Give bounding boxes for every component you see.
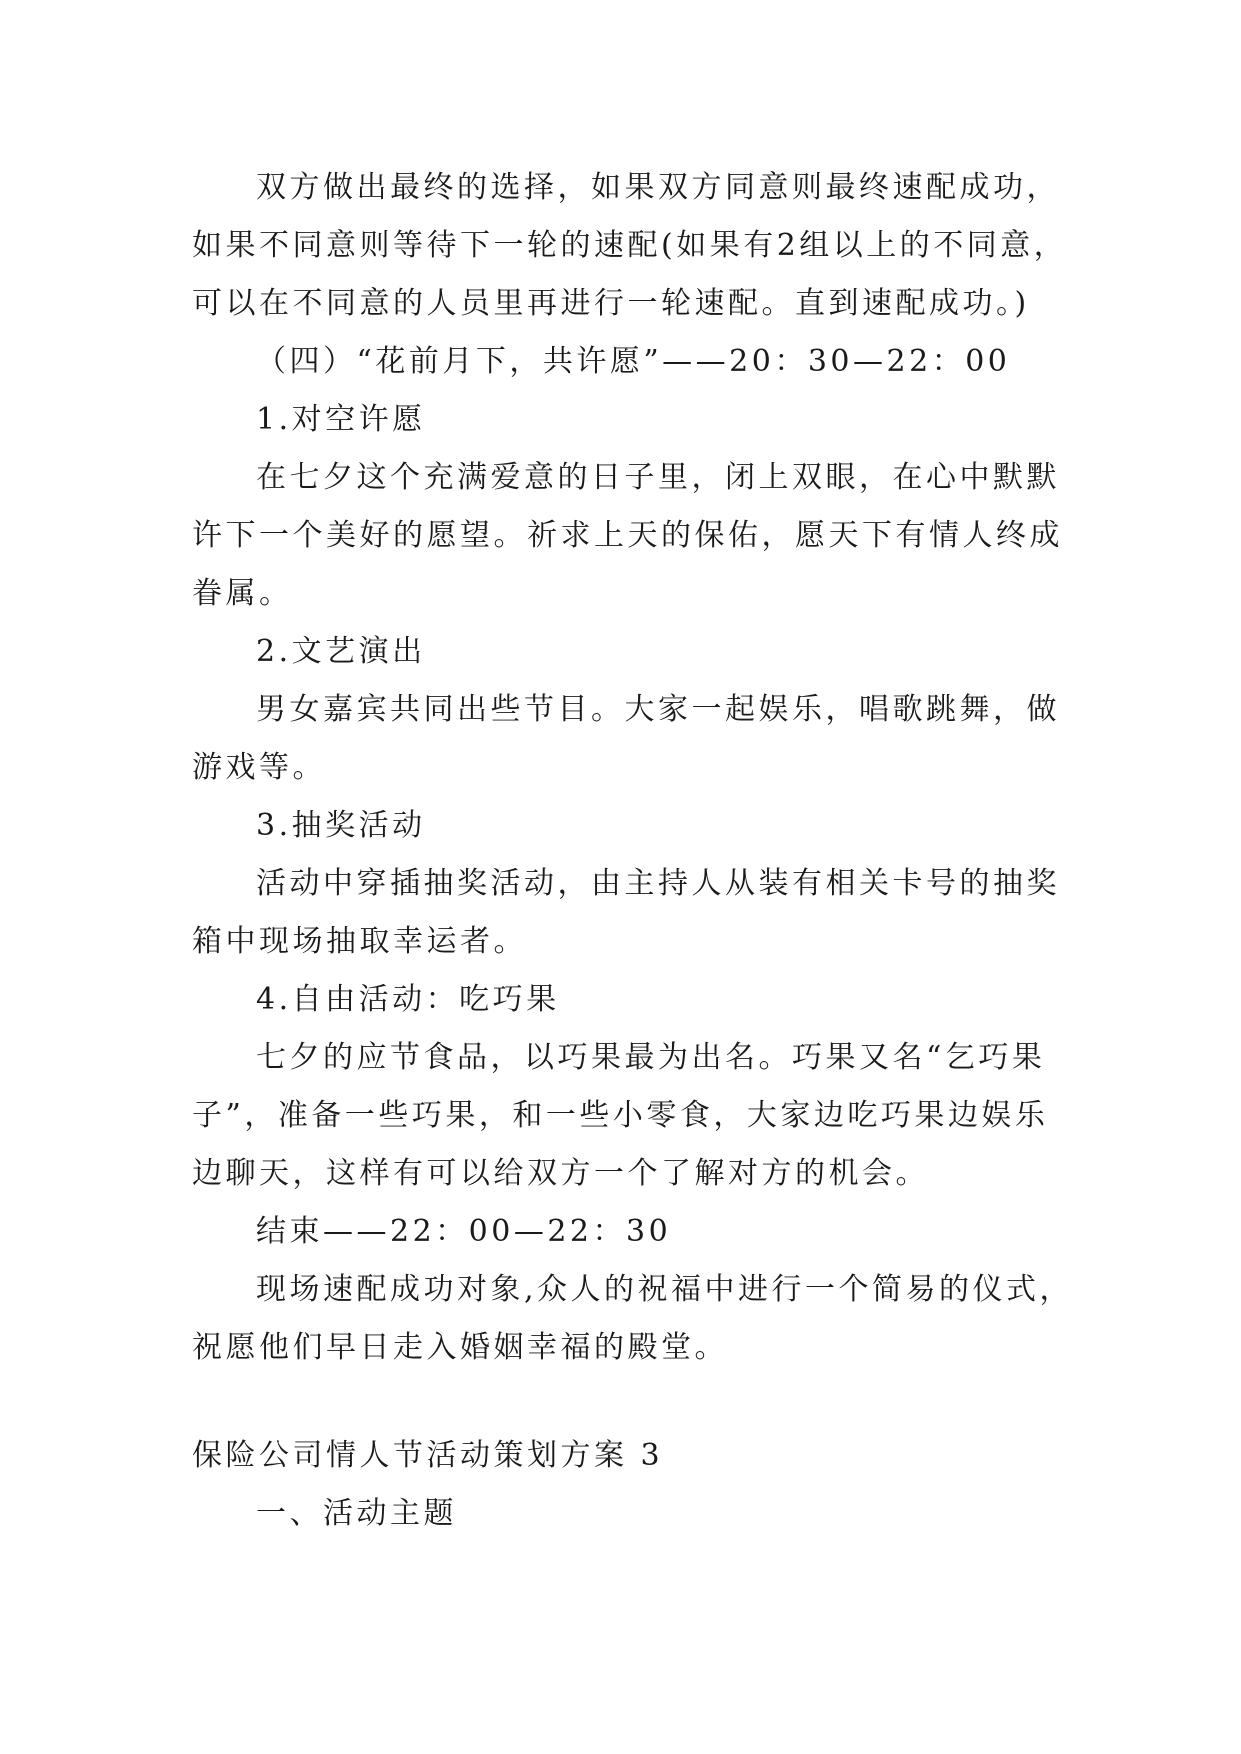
item-heading: 4.自由活动：吃巧果: [256, 982, 560, 1017]
paragraph-line: 祝愿他们早日走入婚姻幸福的殿堂。: [192, 1330, 728, 1365]
paragraph-line: 眷属。: [192, 576, 293, 611]
section-heading: 一、活动主题: [256, 1496, 457, 1531]
paragraph-line: 在七夕这个充满爱意的日子里，闭上双眼，在心中默默: [256, 460, 1060, 495]
item-heading: 2.文艺演出: [256, 634, 426, 669]
paragraph-line: 可以在不同意的人员里再进行一轮速配。直到速配成功。): [192, 286, 1030, 321]
paragraph-line: 七夕的应节食品，以巧果最为出名。巧果又名“乞巧果: [256, 1040, 1046, 1075]
item-heading: 1.对空许愿: [256, 402, 426, 437]
paragraph-line: 许下一个美好的愿望。祈求上天的保佑，愿天下有情人终成: [192, 518, 1063, 553]
paragraph-line: 游戏等。: [192, 750, 326, 785]
paragraph-line: 男女嘉宾共同出些节目。大家一起娱乐，唱歌跳舞，做: [256, 692, 1060, 727]
paragraph-line: 边聊天，这样有可以给双方一个了解对方的机会。: [192, 1156, 929, 1191]
section-heading: （四）“花前月下，共许愿”——20：30—22：00: [256, 344, 1011, 379]
paragraph-line: 子”，准备一些巧果，和一些小零食，大家边吃巧果边娱乐: [192, 1098, 1049, 1133]
item-heading: 3.抽奖活动: [256, 808, 426, 843]
paragraph-line: 双方做出最终的选择，如果双方同意则最终速配成功，: [256, 170, 1060, 205]
document-title: 保险公司情人节活动策划方案 3: [192, 1438, 664, 1473]
section-heading: 结束——22：00—22：30: [256, 1214, 672, 1249]
paragraph-line: 如果不同意则等待下一轮的速配(如果有2组以上的不同意，: [192, 228, 1068, 263]
paragraph-line: 活动中穿插抽奖活动，由主持人从装有相关卡号的抽奖: [256, 866, 1060, 901]
paragraph-line: 现场速配成功对象,众人的祝福中进行一个简易的仪式，: [256, 1272, 1074, 1307]
paragraph-line: 箱中现场抽取幸运者。: [192, 924, 527, 959]
